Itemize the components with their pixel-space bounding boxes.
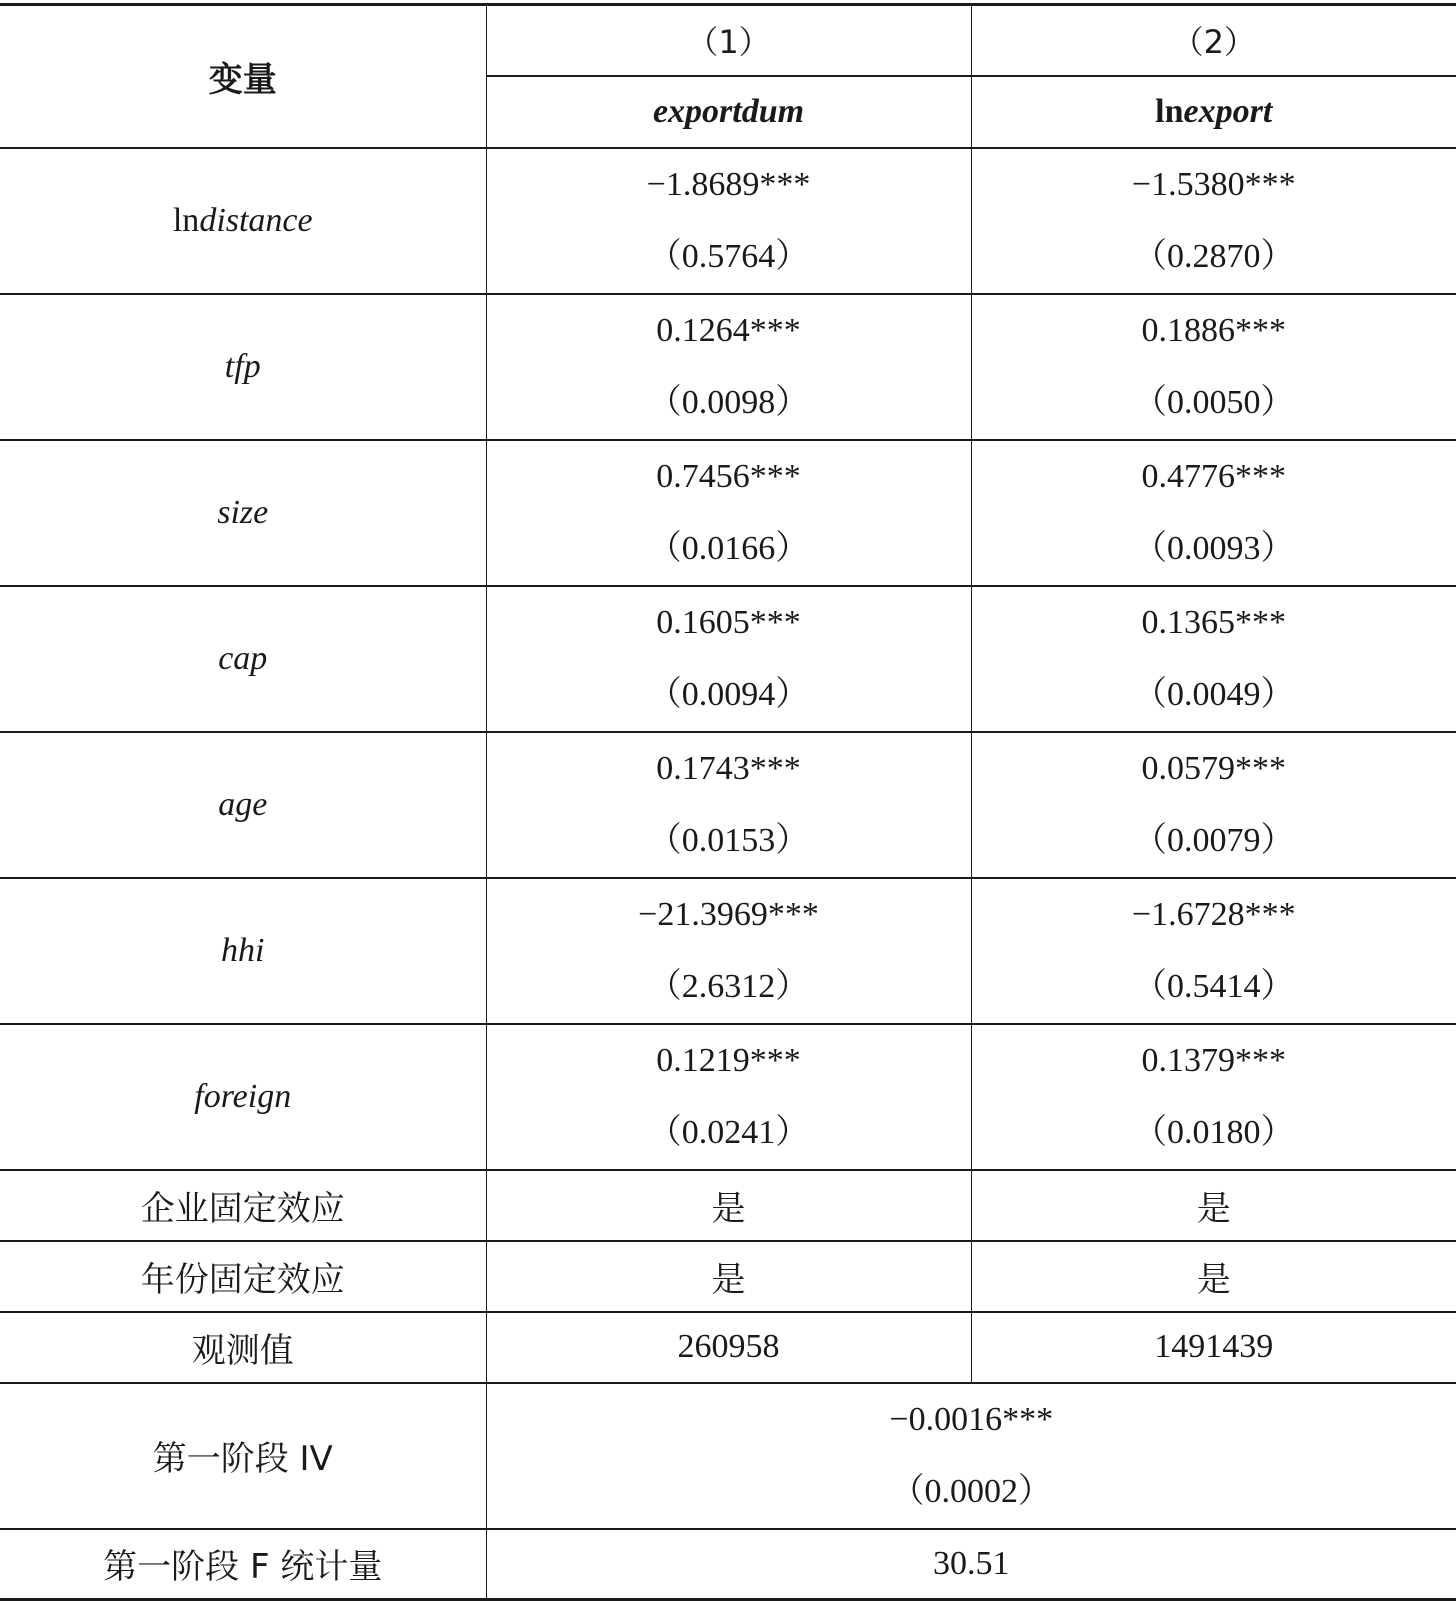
std-error: （0.0093）	[1133, 529, 1295, 567]
coef: −0.0016***	[889, 1400, 1054, 1438]
first-stage-iv-label: 第一阶段 IV	[0, 1383, 486, 1529]
header-row-numbers	[0, 5, 1456, 76]
first-stage-f-label: 第一阶段 F 统计量	[0, 1529, 486, 1600]
col1-number: （1）	[486, 5, 971, 76]
col1-value: 是	[486, 1241, 971, 1312]
std-error: （0.0002）	[890, 1472, 1052, 1510]
table-row	[0, 148, 1456, 294]
std-error: （0.0094）	[647, 675, 810, 713]
col1-cell	[486, 440, 971, 586]
col1-cell	[486, 294, 971, 440]
col2-cell	[971, 1024, 1456, 1170]
std-error: （0.0166）	[647, 529, 810, 567]
col1-cell	[486, 1024, 971, 1170]
table-row	[0, 732, 1456, 878]
col2-cell	[971, 732, 1456, 878]
std-error: （0.0049）	[1133, 675, 1295, 713]
table-row	[0, 440, 1456, 586]
variable-name	[0, 878, 486, 1024]
col2-value: 是	[971, 1241, 1456, 1312]
col2-number: （2）	[971, 5, 1456, 76]
variable-name	[0, 440, 486, 586]
col1-value: 是	[486, 1170, 971, 1241]
coef: −21.3969***	[638, 895, 819, 933]
col1-cell	[486, 586, 971, 732]
col1-cell	[486, 878, 971, 1024]
table-row	[0, 1024, 1456, 1170]
coef: 0.1365***	[1141, 603, 1286, 641]
control-label: 年份固定效应	[0, 1241, 486, 1312]
col2-cell	[971, 148, 1456, 294]
col1-cell	[486, 148, 971, 294]
observations-row	[0, 1312, 1456, 1383]
std-error: （0.0180）	[1133, 1113, 1295, 1151]
coef: 0.1264***	[656, 311, 801, 349]
coef: 0.0579***	[1141, 749, 1286, 787]
std-error: （0.0079）	[1133, 821, 1295, 859]
regression-table	[0, 3, 1456, 1601]
std-error: （0.2870）	[1133, 237, 1295, 275]
first-stage-iv-cell	[486, 1383, 1456, 1529]
control-label: 企业固定效应	[0, 1170, 486, 1241]
variable-italic: hhi	[221, 931, 265, 969]
coef: 0.1886***	[1141, 311, 1286, 349]
col2-cell	[971, 294, 1456, 440]
std-error: （0.0153）	[647, 821, 810, 859]
variable-italic: distance	[199, 201, 313, 239]
variable-italic: age	[218, 785, 268, 823]
variable-italic: tfp	[224, 347, 261, 385]
control-row	[0, 1170, 1456, 1241]
variable-name	[0, 732, 486, 878]
table-row	[0, 294, 1456, 440]
col2-cell	[971, 586, 1456, 732]
variable-italic: cap	[218, 639, 268, 677]
std-error: （0.0241）	[647, 1113, 810, 1151]
std-error: （0.0050）	[1133, 383, 1295, 421]
variable-name	[0, 1024, 486, 1170]
variable-header: 变量	[0, 5, 486, 148]
first-stage-f-row	[0, 1529, 1456, 1600]
first-stage-f-value: 30.51	[486, 1529, 1456, 1600]
std-error: （0.5764）	[647, 237, 810, 275]
col2-value: 是	[971, 1170, 1456, 1241]
variable-prefix: ln	[172, 201, 200, 239]
table-row	[0, 878, 1456, 1024]
col2-observations: 1491439	[971, 1312, 1456, 1383]
col2-dependent-var	[971, 76, 1456, 148]
coef: 0.4776***	[1141, 457, 1286, 495]
coef: 0.1743***	[656, 749, 801, 787]
coef: 0.1219***	[656, 1041, 801, 1079]
col1-dep-name: exportdum	[652, 92, 805, 130]
col2-cell	[971, 440, 1456, 586]
std-error: （2.6312）	[647, 967, 810, 1005]
coef: −1.6728***	[1131, 895, 1296, 933]
variable-italic: foreign	[194, 1077, 292, 1115]
variable-name	[0, 586, 486, 732]
variable-name	[0, 148, 486, 294]
observations-label: 观测值	[0, 1312, 486, 1383]
col1-dependent-var	[486, 76, 971, 148]
table-row	[0, 586, 1456, 732]
std-error: （0.0098）	[647, 383, 810, 421]
col2-dep-name: export	[1183, 92, 1273, 130]
first-stage-iv-row	[0, 1383, 1456, 1529]
col1-observations: 260958	[486, 1312, 971, 1383]
coef: 0.1379***	[1141, 1041, 1286, 1079]
coef: 0.7456***	[656, 457, 801, 495]
col1-cell	[486, 732, 971, 878]
coef: −1.8689***	[646, 165, 811, 203]
coef: 0.1605***	[656, 603, 801, 641]
control-row	[0, 1241, 1456, 1312]
coef: −1.5380***	[1131, 165, 1296, 203]
std-error: （0.5414）	[1133, 967, 1295, 1005]
col2-dep-prefix: ln	[1155, 92, 1184, 130]
variable-name	[0, 294, 486, 440]
col2-cell	[971, 878, 1456, 1024]
variable-italic: size	[217, 493, 269, 531]
